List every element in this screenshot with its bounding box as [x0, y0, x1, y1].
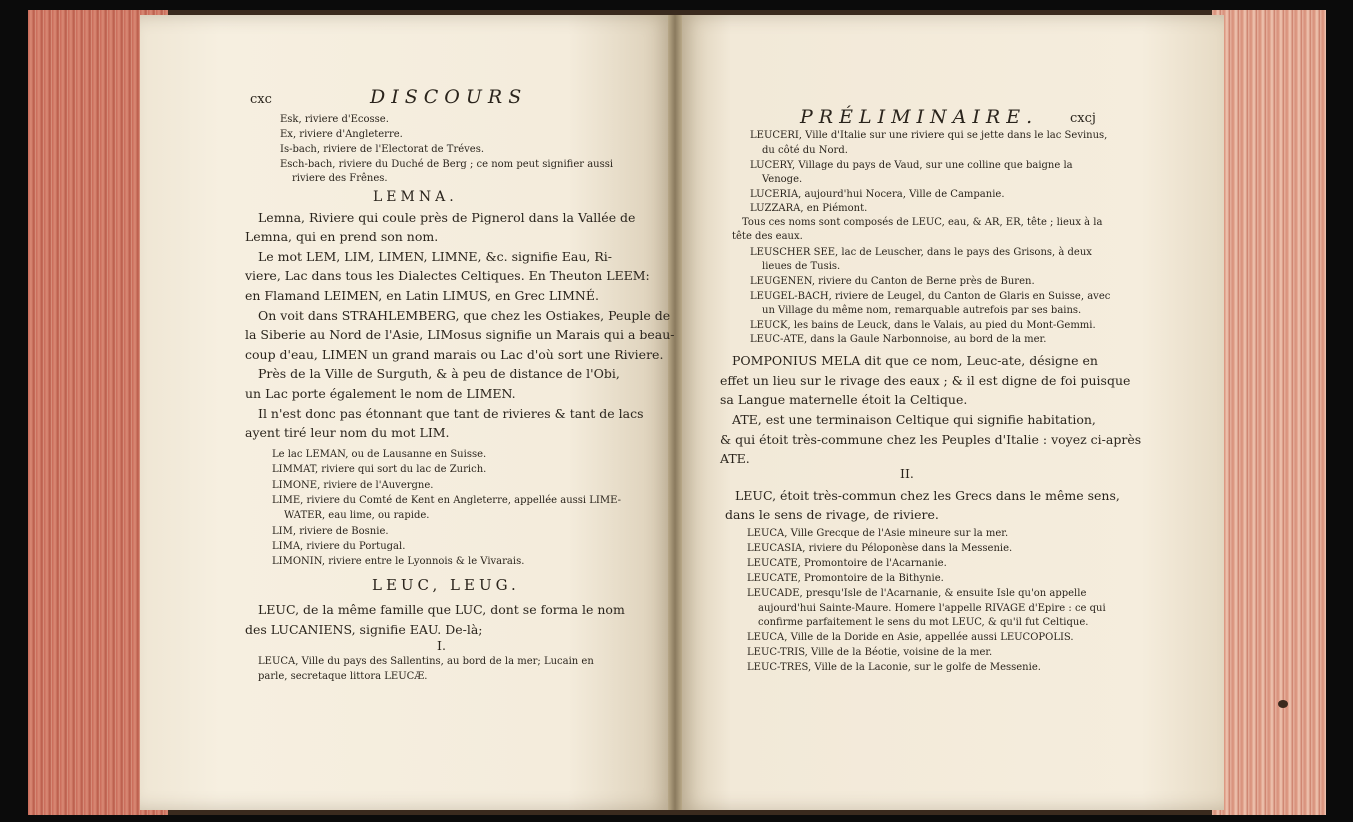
list-item: LUZZARA, en Piémont. [750, 203, 868, 214]
paragraph-line: ATE, est une terminaison Celtique qui signifie habitation, [732, 412, 1096, 427]
list-item: confirme parfaitement le sens du mot LEUC, & qu'il fut Celtique. [758, 617, 1089, 628]
list-item: LIMONE, riviere de l'Auvergne. [272, 480, 434, 491]
list-item: LEUCATE, Promontoire de l'Acarnanie. [747, 558, 947, 569]
paragraph-line: On voit dans STRAHLEMBERG, que chez les Ostiakes, Peuple de [258, 308, 671, 323]
list-item: LEUCA, Ville du pays des Sallentins, au bord de la mer; Lucain en [258, 656, 594, 667]
paragraph-line: LEUC, de la même famille que LUC, dont se forma le nom [258, 602, 625, 617]
paragraph-line: Le mot LEM, LIM, LIMEN, LIMNE, &c. signifie Eau, Ri- [258, 249, 612, 264]
right-page-number: cxcj [1070, 111, 1096, 126]
paragraph-line: LEUC, étoit très-commun chez les Grecs dans le même sens, [735, 488, 1120, 503]
list-item: LUCERIA, aujourd'hui Nocera, Ville de Campanie. [750, 189, 1005, 200]
paragraph-line: coup d'eau, LIMEN un grand marais ou Lac d'où sort une Riviere. [245, 347, 664, 362]
paragraph-line: sa Langue maternelle étoit la Celtique. [720, 392, 968, 407]
list-item: Le lac LEMAN, ou de Lausanne en Suisse. [272, 449, 487, 460]
paragraph-line: effet un lieu sur le rivage des eaux ; & il est digne de foi puisque [720, 373, 1131, 388]
list-item: LEUCA, Ville Grecque de l'Asie mineure sur la mer. [747, 528, 1009, 539]
list-item: un Village du même nom, remarquable autrefois par ses bains. [762, 305, 1082, 316]
list-item: lieues de Tusis. [762, 261, 841, 272]
paragraph-line: Il n'est donc pas étonnant que tant de rivieres & tant de lacs [258, 406, 644, 421]
paragraph-line: Près de la Ville de Surguth, & à peu de distance de l'Obi, [258, 366, 620, 381]
list-item: LEUCATE, Promontoire de la Bithynie. [747, 573, 944, 584]
paragraph-line: & qui étoit très-commune chez les Peuples d'Italie : voyez ci-après [720, 432, 1142, 447]
paragraph-line: en Flamand LEIMEN, en Latin LIMUS, en Grec LIMNÉ. [245, 288, 599, 303]
list-item: LIMA, riviere du Portugal. [272, 541, 406, 552]
list-item: Tous ces noms sont composés de LEUC, eau, & AR, ER, tête ; lieux à la [742, 217, 1103, 228]
right-page-edges [1212, 10, 1326, 815]
section-numeral: II. [900, 466, 914, 481]
paragraph-line: un Lac porte également le nom de LIMEN. [245, 386, 516, 401]
paragraph-line: dans le sens de rivage, de riviere. [725, 507, 939, 522]
list-item: LEUGENEN, riviere du Canton de Berne près de Buren. [750, 276, 1035, 287]
list-item: parle, secretaque littora LEUCÆ. [258, 671, 428, 682]
list-item: aujourd'hui Sainte-Maure. Homere l'appelle RIVAGE d'Epire : ce qui [758, 603, 1106, 614]
right-running-head: PRÉLIMINAIRE. [800, 106, 1039, 128]
list-item: LEUCK, les bains de Leuck, dans le Valais, au pied du Mont-Gemmi. [750, 320, 1096, 331]
list-item: tête des eaux. [732, 231, 803, 242]
left-page-number: cxc [250, 92, 272, 107]
list-item: LEUC-TRES, Ville de la Laconie, sur le golfe de Messenie. [747, 662, 1041, 673]
paragraph-line: ayent tiré leur nom du mot LIM. [245, 425, 450, 440]
list-item: Is-bach, riviere de l'Electorat de Tréves. [280, 144, 485, 155]
section-numeral: I. [437, 638, 446, 653]
book-gutter [668, 15, 682, 810]
list-item: LEUGEL-BACH, riviere de Leugel, du Canton de Glaris en Suisse, avec [750, 291, 1111, 302]
paragraph-line: des LUCANIENS, signifie EAU. De-là; [245, 622, 483, 637]
paragraph-line: Lemna, qui en prend son nom. [245, 229, 439, 244]
list-item: LIM, riviere de Bosnie. [272, 526, 389, 537]
list-item: LIMMAT, riviere qui sort du lac de Zurich. [272, 464, 487, 475]
list-item: Esk, riviere d'Ecosse. [280, 114, 389, 125]
paragraph-line: la Siberie au Nord de l'Asie, LIMosus signifie un Marais qui a beau- [245, 327, 675, 342]
list-item: LIME, riviere du Comté de Kent en Angleterre, appellée aussi LIME- [272, 495, 621, 506]
paragraph-line: viere, Lac dans tous les Dialectes Celtiques. En Theuton LEEM: [245, 268, 650, 283]
section-heading-lemna: LEMNA. [373, 189, 458, 205]
list-item: LEUCADE, presqu'Isle de l'Acarnanie, & ensuite Isle qu'on appelle [747, 588, 1087, 599]
list-item: LEUSCHER SEE, lac de Leuscher, dans le pays des Grisons, à deux [750, 247, 1092, 258]
list-item: LUCERY, Village du pays de Vaud, sur une colline que baigne la [750, 160, 1073, 171]
list-item: LEUCERI, Ville d'Italie sur une riviere qui se jette dans le lac Sevinus, [750, 130, 1108, 141]
list-item: Ex, riviere d'Angleterre. [280, 129, 403, 140]
list-item: du côté du Nord. [762, 145, 848, 156]
list-item: WATER, eau lime, ou rapide. [284, 510, 430, 521]
paragraph-line: ATE. [720, 451, 750, 466]
list-item: LEUCA, Ville de la Doride en Asie, appellée aussi LEUCOPOLIS. [747, 632, 1074, 643]
paragraph-line: POMPONIUS MELA dit que ce nom, Leuc-ate, désigne en [732, 353, 1098, 368]
page-edge-mark [1278, 700, 1288, 708]
list-item: LIMONIN, riviere entre le Lyonnois & le Vivarais. [272, 556, 525, 567]
paragraph-line: Lemna, Riviere qui coule près de Pignerol dans la Vallée de [258, 210, 636, 225]
list-item: riviere des Frênes. [292, 173, 388, 184]
list-item: LEUC-ATE, dans la Gaule Narbonnoise, au bord de la mer. [750, 334, 1047, 345]
list-item: LEUCASIA, riviere du Péloponèse dans la Messenie. [747, 543, 1013, 554]
list-item: Venoge. [762, 174, 803, 185]
section-heading-leuc: LEUC, LEUG. [372, 576, 520, 594]
left-running-head: DISCOURS [370, 86, 528, 108]
list-item: LEUC-TRIS, Ville de la Béotie, voisine de la mer. [747, 647, 993, 658]
list-item: Esch-bach, riviere du Duché de Berg ; ce nom peut signifier aussi [280, 159, 614, 170]
